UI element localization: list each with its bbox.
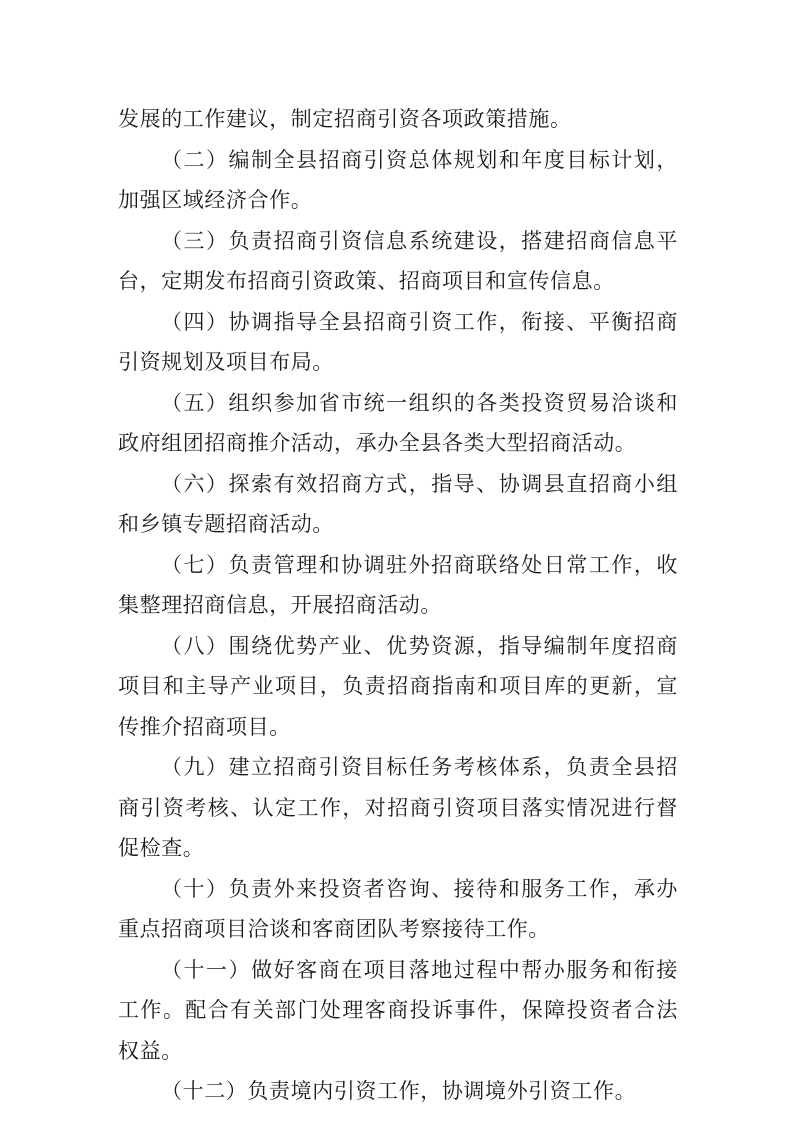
paragraph-item-12: （十二）负责境内引资工作，协调境外引资工作。 [161,1079,637,1103]
paragraph-continuation: 发展的工作建议，制定招商引资各项政策措施。 [118,107,572,131]
paragraph-item-2: （二）编制全县招商引资总体规划和年度目标计划，加强区域经济合作。 [118,147,678,212]
paragraph-item-11: （十一）做好客商在项目落地过程中帮办服务和衔接工作。配合有关部门处理客商投诉事件，保障投资者合法权益。 [118,957,678,1063]
paragraph-item-3: （三）负责招商引资信息系统建设，搭建招商信息平台，定期发布招商引资政策、招商项目和宣传信息。 [118,228,678,293]
paragraph-item-7: （七）负责管理和协调驻外招商联络处日常工作，收集整理招商信息，开展招商活动。 [118,552,678,617]
paragraph-item-5: （五）组织参加省市统一组织的各类投资贸易洽谈和政府组团招商推介活动，承办全县各类大型招商活动。 [118,390,678,455]
paragraph-item-8: （八）围绕优势产业、优势资源，指导编制年度招商项目和主导产业项目，负责招商指南和项目库的更新，宣传推介招商项目。 [118,633,678,739]
paragraph-item-4: （四）协调指导全县招商引资工作，衔接、平衡招商引资规划及项目布局。 [118,309,678,374]
paragraph-item-9: （九）建立招商引资目标任务考核体系，负责全县招商引资考核、认定工作，对招商引资项目落实情况进行督促检查。 [118,755,678,860]
document-body [118,99,678,1112]
paragraph-item-6: （六）探索有效招商方式，指导、协调县直招商小组和乡镇专题招商活动。 [118,471,678,536]
paragraph-item-10: （十）负责外来投资者咨询、接待和服务工作，承办重点招商项目洽谈和客商团队考察接待工作。 [118,876,678,941]
